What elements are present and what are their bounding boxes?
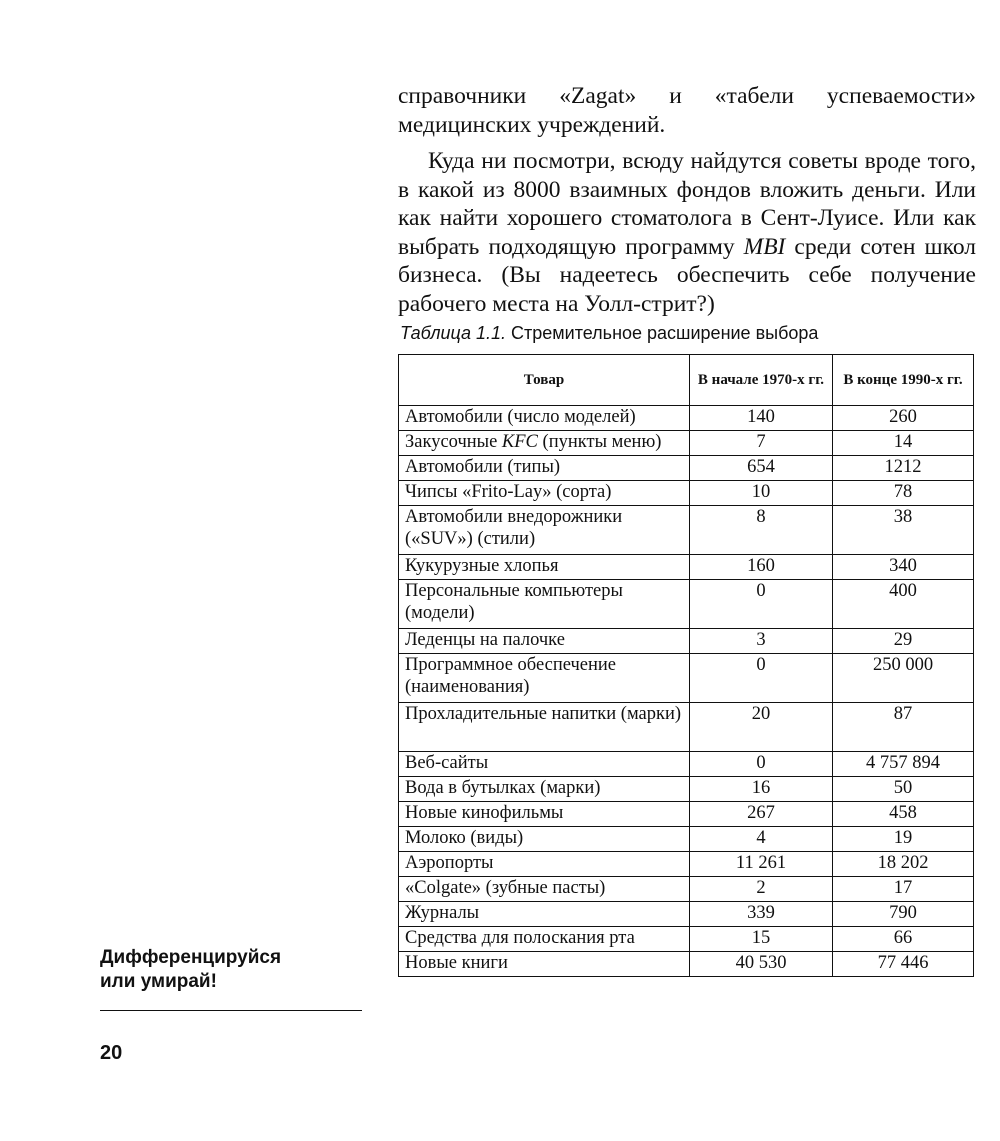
row-end: 458 — [833, 802, 974, 827]
table-row — [399, 654, 974, 703]
row-end: 87 — [833, 703, 974, 752]
row-end: 19 — [833, 827, 974, 852]
row-start: 20 — [690, 703, 833, 752]
table-row — [399, 952, 974, 977]
row-name: Молоко (виды) — [399, 827, 690, 852]
row-start: 140 — [690, 406, 833, 431]
table-header-row — [399, 355, 974, 406]
row-start: 3 — [690, 629, 833, 654]
paragraph-1: справочники «Zagat» и «табели успеваемости» медицинских учреждений. — [398, 83, 976, 138]
side-heading-line-2: или умирай! — [100, 971, 217, 992]
table-row — [399, 506, 974, 555]
body-text — [398, 82, 976, 326]
row-end: 78 — [833, 481, 974, 506]
table-row — [399, 703, 974, 752]
row-name: Новые кинофильмы — [399, 802, 690, 827]
row-name: Средства для полоскания рта — [399, 927, 690, 952]
row-name: Автомобили (типы) — [399, 456, 690, 481]
choice-table — [398, 354, 974, 977]
row-name: Аэропорты — [399, 852, 690, 877]
table-row — [399, 481, 974, 506]
table-caption-number: Таблица 1.1. — [400, 323, 507, 343]
table-row — [399, 802, 974, 827]
row-end: 400 — [833, 580, 974, 629]
row-start: 267 — [690, 802, 833, 827]
row-end: 260 — [833, 406, 974, 431]
row-start: 0 — [690, 580, 833, 629]
row-name: Журналы — [399, 902, 690, 927]
row-name: Прохладительные напитки (марки) — [399, 703, 690, 752]
row-name — [399, 431, 690, 456]
row-start: 2 — [690, 877, 833, 902]
row-end: 38 — [833, 506, 974, 555]
row-end: 29 — [833, 629, 974, 654]
table-row — [399, 629, 974, 654]
header-start: В начале 1970-х гг. — [690, 355, 833, 406]
header-end: В конце 1990-х гг. — [833, 355, 974, 406]
row-name: Новые книги — [399, 952, 690, 977]
table-row — [399, 431, 974, 456]
row-name: «Colgate» (зубные пасты) — [399, 877, 690, 902]
row-name: Автомобили внедорожники («SUV») (стили) — [399, 506, 690, 555]
table-row — [399, 852, 974, 877]
row-start: 8 — [690, 506, 833, 555]
row-name: Персональные компьютеры (модели) — [399, 580, 690, 629]
paragraph-2-text-end: среди сотен школ бизнеса. (Вы надеетесь обеспечить себе получение рабочего места на Уолл-стрит?) — [398, 233, 976, 317]
paragraph-2-text: Куда ни посмотри, всюду найдутся советы вроде того, в какой из 8000 взаимных фондов вложить деньги. Или как найти хорошего стоматолога в Сент-Луисе. Или как выбрать подходящую программу — [398, 148, 976, 260]
paragraph-2 — [398, 147, 976, 318]
side-divider — [100, 1010, 362, 1011]
row-name: Веб-сайты — [399, 752, 690, 777]
row-end: 18 202 — [833, 852, 974, 877]
table-row — [399, 580, 974, 629]
row-start: 339 — [690, 902, 833, 927]
row-end: 66 — [833, 927, 974, 952]
table-row — [399, 555, 974, 580]
row-name: Вода в бутылках (марки) — [399, 777, 690, 802]
row-end: 50 — [833, 777, 974, 802]
table-row — [399, 406, 974, 431]
row-start: 40 530 — [690, 952, 833, 977]
paragraph-2-italic: MBI — [743, 233, 786, 260]
table-caption-text: Стремительное расширение выбора — [506, 323, 819, 343]
row-end: 340 — [833, 555, 974, 580]
row-end: 17 — [833, 877, 974, 902]
side-heading — [100, 946, 362, 994]
row-name: Кукурузные хлопья — [399, 555, 690, 580]
row-name-text: Закусочные — [405, 432, 502, 452]
row-name-text-end: (пункты меню) — [537, 432, 662, 452]
row-end: 1212 — [833, 456, 974, 481]
row-name-italic: KFC — [501, 432, 538, 452]
row-name: Леденцы на палочке — [399, 629, 690, 654]
header-product: Товар — [399, 355, 690, 406]
table-row — [399, 927, 974, 952]
table-row — [399, 752, 974, 777]
row-name: Чипсы «Frito-Lay» (сорта) — [399, 481, 690, 506]
row-start: 4 — [690, 827, 833, 852]
row-start: 0 — [690, 752, 833, 777]
row-start: 160 — [690, 555, 833, 580]
row-end: 4 757 894 — [833, 752, 974, 777]
row-start: 16 — [690, 777, 833, 802]
row-start: 10 — [690, 481, 833, 506]
table-row — [399, 827, 974, 852]
table-row — [399, 902, 974, 927]
row-end: 250 000 — [833, 654, 974, 703]
page-number: 20 — [100, 1042, 123, 1064]
row-name: Автомобили (число моделей) — [399, 406, 690, 431]
side-heading-line-1: Дифференцируйся — [100, 947, 282, 968]
row-start: 15 — [690, 927, 833, 952]
row-end: 77 446 — [833, 952, 974, 977]
row-start: 11 261 — [690, 852, 833, 877]
table-caption — [400, 322, 818, 344]
table-row — [399, 456, 974, 481]
row-start: 7 — [690, 431, 833, 456]
row-end: 790 — [833, 902, 974, 927]
row-start: 654 — [690, 456, 833, 481]
row-end: 14 — [833, 431, 974, 456]
row-start: 0 — [690, 654, 833, 703]
table-row — [399, 877, 974, 902]
table-row — [399, 777, 974, 802]
row-name: Программное обеспечение (наименования) — [399, 654, 690, 703]
